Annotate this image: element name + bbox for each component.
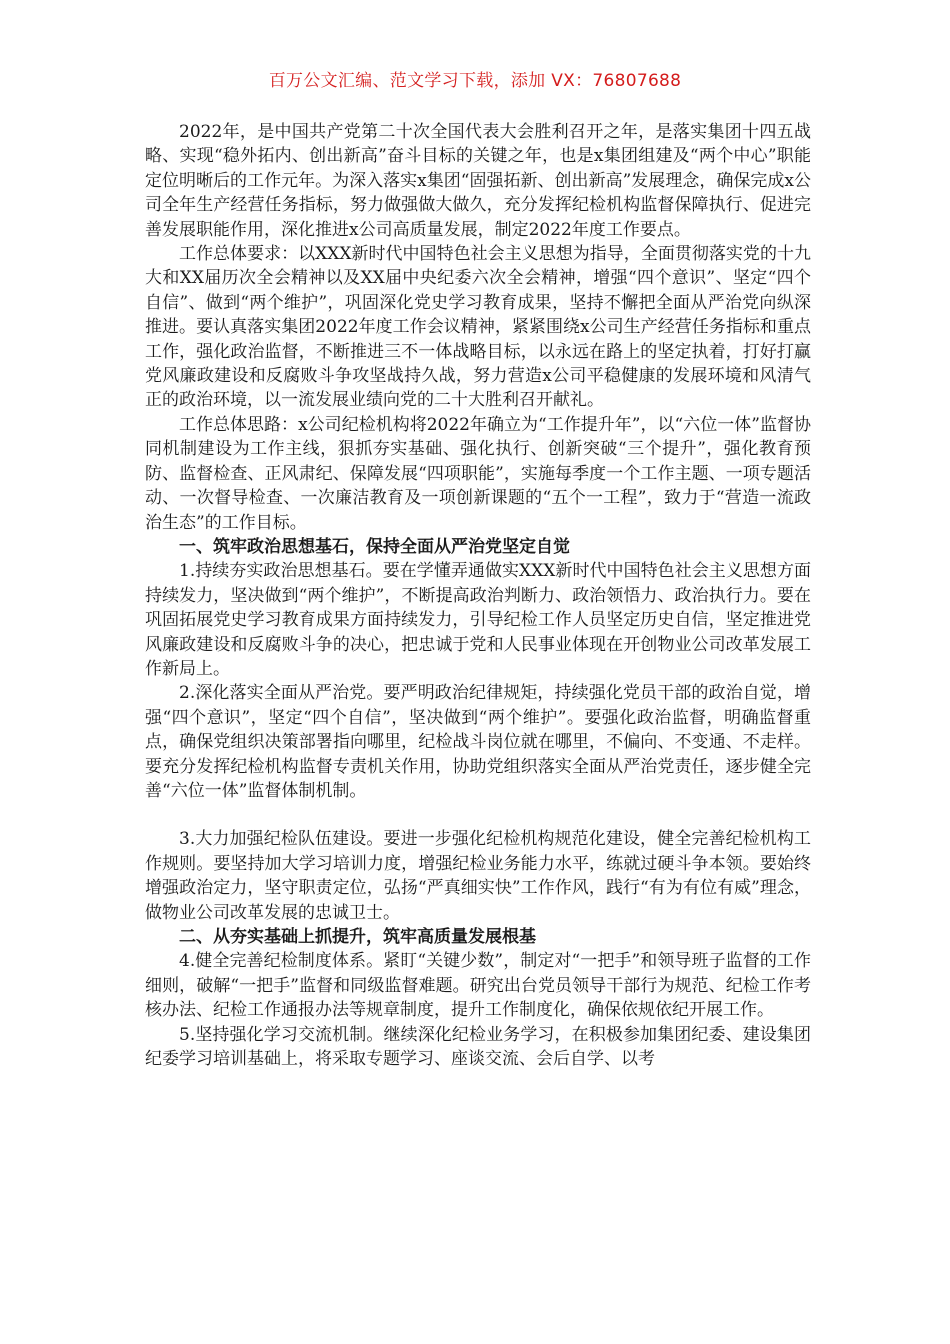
- page-header-watermark: 百万公文汇编、范文学习下载，添加 VX：76807688: [268, 71, 682, 91]
- section-heading-2: 二、从夯实基础上抓提升，筑牢高质量发展根基: [179, 927, 536, 947]
- paragraph-item-2: 2.深化落实全面从严治党。要严明政治纪律规矩，持续强化党员干部的政治自觉，增强“四个意识”，坚定“四个自信”，坚决做到“两个维护”。要强化政治监督，明确监督重点，确保党组织决策部署指向哪里，纪检战斗岗位就在哪里，不偏向、不变通、不走样。要充分发挥纪检机构监督专责机关作用，协助党组织落实全面从严治党责任，逐步健全完善“六位一体”监督体制机制。: [145, 683, 811, 801]
- paragraph-item-1: 1.持续夯实政治思想基石。要在学懂弄通做实XXX新时代中国特色社会主义思想方面持续发力，坚决做到“两个维护”，不断提高政治判断力、政治领悟力、政治执行力。要在巩固拓展党史学习教育成果方面持续发力，引导纪检工作人员坚定历史自信，坚定推进党风廉政建设和反腐败斗争的决心，把忠诚于党和人民事业体现在开创物业公司改革发展工作新局上。: [145, 561, 811, 679]
- paragraph-item-4: 4.健全完善纪检制度体系。紧盯“关键少数”，制定对“一把手”和领导班子监督的工作细则，破解“一把手”监督和同级监督难题。研究出台党员领导干部行为规范、纪检工作考核办法、纪检工作通报办法等规章制度，提升工作制度化，确保依规依纪开展工作。: [145, 951, 811, 1021]
- blank-line: [145, 803, 811, 827]
- section-heading-1: 一、筑牢政治思想基石，保持全面从严治党坚定自觉: [179, 536, 570, 557]
- paragraph-overall-approach: 工作总体思路：x公司纪检机构将2022年确立为“工作提升年”，以“六位一体”监督协同机制建设为工作主线，狠抓夯实基础、强化执行、创新突破“三个提升”，强化教育预防、监督检查、正风肃纪、保障发展“四项职能”，实施每季度一个工作主题、一项专题活动、一次督导检查、一次廉洁教育及一项创新课题的“五个一工程”，致力于“营造一流政治生态”的工作目标。: [145, 414, 811, 533]
- paragraph-item-3: 3.大力加强纪检队伍建设。要进一步强化纪检机构规范化建设，健全完善纪检机构工作规则。要坚持加大学习培训力度，增强纪检业务能力水平，练就过硬斗争本领。要始终增强政治定力，坚守职责定位，弘扬“严真细实快”工作作风，践行“有为有位有威”理念，做物业公司改革发展的忠诚卫士。: [145, 829, 811, 923]
- paragraph-intro: 2022年，是中国共产党第二十次全国代表大会胜利召开之年，是落实集团十四五战略、实现“稳外拓内、创出新高”奋斗目标的关键之年，也是x集团组建及“两个中心”职能定位明晰后的工作元年。为深入落实x集团“固强拓新、创出新高”发展理念，确保完成x公司全年生产经营任务指标，努力做强做大做久，充分发挥纪检机构监督保障执行、促进完善发展职能作用，深化推进x公司高质量发展，制定2022年度工作要点。: [145, 122, 811, 240]
- paragraph-item-5: 5.坚持强化学习交流机制。继续深化纪检业务学习，在积极参加集团纪委、建设集团纪委学习培训基础上，将采取专题学习、座谈交流、会后自学、以考: [145, 1024, 811, 1070]
- paragraph-overall-requirements: 工作总体要求：以XXX新时代中国特色社会主义思想为指导，全面贯彻落实党的十九大和XX届历次全会精神以及XX届中央纪委六次全会精神，增强“四个意识”、坚定“四个自信”、做到“两个维护”，巩固深化党史学习教育成果，坚持不懈把全面从严治党向纵深推进。要认真落实集团2022年度工作会议精神，紧紧围绕x公司生产经营任务指标和重点工作，强化政治监督，不断推进三不一体战略目标，以永远在路上的坚定执着，打好打赢党风廉政建设和反腐败斗争攻坚战持久战，努力营造x公司平稳健康的发展环境和风清气正的政治环境，以一流发展业绩向党的二十大胜利召开献礼。: [145, 244, 811, 411]
- document-body: [145, 120, 811, 1071]
